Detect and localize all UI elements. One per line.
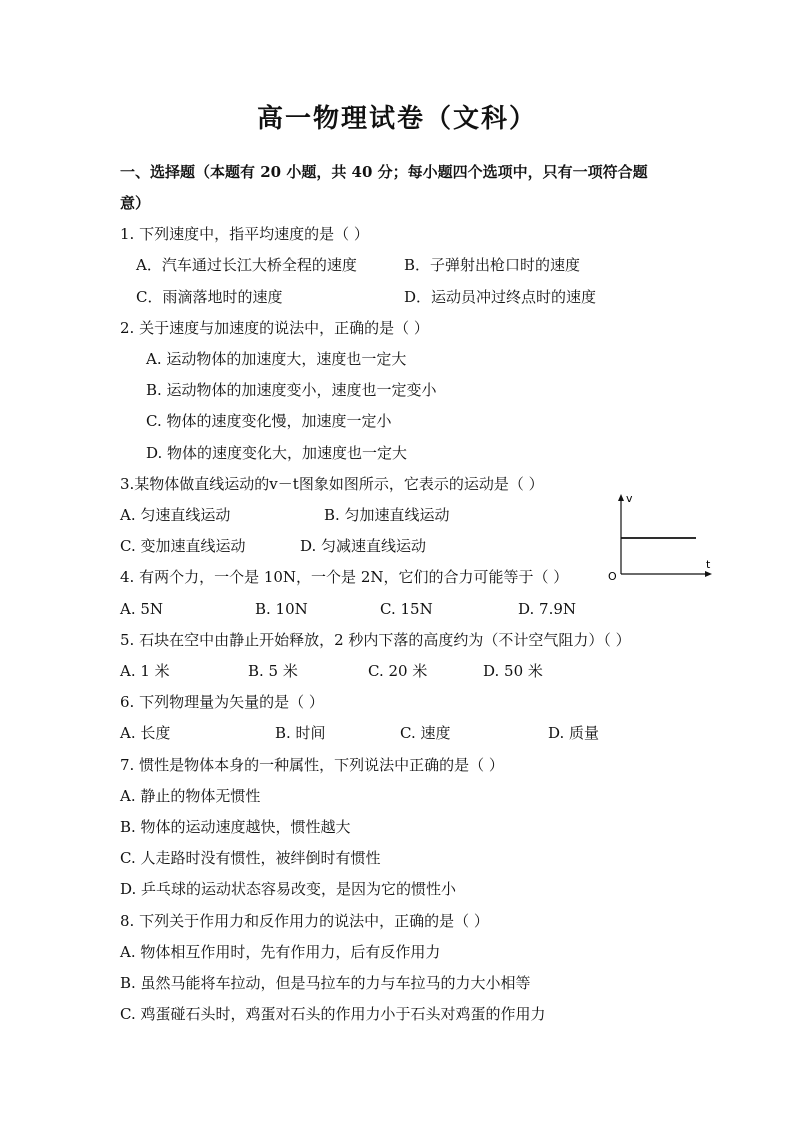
- question-4-option-b: B. 10N: [255, 600, 308, 618]
- section-heading: 一、选择题（本题有 20 小题，共 40 分；每小题四个选项中，只有一项符合题: [120, 163, 648, 181]
- question-2-option-b: B. 运动物体的加速度变小，速度也一定变小: [146, 381, 437, 399]
- question-8-option-a: A. 物体相互作用时，先有作用力，后有反作用力: [120, 943, 441, 961]
- vt-graph-y-label: v: [626, 492, 633, 505]
- question-4-option-a: A. 5N: [120, 600, 164, 618]
- question-4-option-d: D. 7.9N: [518, 600, 577, 618]
- question-6-option-d: D. 质量: [548, 724, 600, 742]
- question-2-option-c: C. 物体的速度变化慢，加速度一定小: [146, 412, 392, 430]
- question-7-option-d: D. 乒乓球的运动状态容易改变，是因为它的惯性小: [120, 880, 457, 898]
- question-8-option-b: B. 虽然马能将车拉动，但是马拉车的力与车拉马的力大小相等: [120, 974, 531, 992]
- question-7-stem: 7. 惯性是物体本身的一种属性，下列说法中正确的是（ ）: [120, 756, 504, 774]
- question-5-option-d: D. 50 米: [483, 662, 543, 680]
- question-8-option-c: C. 鸡蛋碰石头时，鸡蛋对石头的作用力小于石头对鸡蛋的作用力: [120, 1005, 546, 1023]
- question-2-stem: 2. 关于速度与加速度的说法中，正确的是（ ）: [120, 319, 429, 337]
- vt-graph: [604, 488, 719, 580]
- question-3-option-c: C. 变加速直线运动: [120, 537, 246, 555]
- vt-graph-x-arrow: [705, 571, 712, 577]
- question-5-option-a: A. 1 米: [120, 662, 170, 680]
- section-heading-cont: 意）: [120, 194, 151, 212]
- question-7-option-b: B. 物体的运动速度越快，惯性越大: [120, 818, 351, 836]
- page-title: 高一物理试卷（文科）: [256, 104, 537, 134]
- question-3-option-b: B. 匀加速直线运动: [324, 506, 450, 524]
- question-6-option-a: A. 长度: [120, 724, 171, 742]
- question-7-option-a: A. 静止的物体无惯性: [120, 787, 261, 805]
- vt-graph-origin-label: O: [608, 570, 617, 580]
- question-3-option-a: A. 匀速直线运动: [120, 506, 231, 524]
- question-6-option-b: B. 时间: [275, 724, 326, 742]
- question-6-option-c: C. 速度: [400, 724, 451, 742]
- question-4-option-c: C. 15N: [380, 600, 433, 618]
- vt-graph-y-arrow: [618, 494, 624, 501]
- question-1-option-a: A．汽车通过长江大桥全程的速度: [136, 256, 357, 274]
- question-3-stem: 3.某物体做直线运动的v－t图象如图所示，它表示的运动是（ ）: [120, 475, 544, 493]
- question-4-stem: 4. 有两个力，一个是 10N，一个是 2N，它们的合力可能等于（ ）: [120, 568, 569, 586]
- question-5-option-c: C. 20 米: [368, 662, 428, 680]
- question-1-option-d: D．运动员冲过终点时的速度: [404, 288, 597, 306]
- question-8-stem: 8. 下列关于作用力和反作用力的说法中，正确的是（ ）: [120, 912, 489, 930]
- question-1-stem: 1. 下列速度中，指平均速度的是（ ）: [120, 225, 369, 243]
- question-2-option-a: A. 运动物体的加速度大，速度也一定大: [146, 350, 407, 368]
- question-1-option-b: B．子弹射出枪口时的速度: [404, 256, 581, 274]
- question-6-stem: 6. 下列物理量为矢量的是（ ）: [120, 693, 324, 711]
- question-7-option-c: C. 人走路时没有惯性，被绊倒时有惯性: [120, 849, 381, 867]
- question-1-option-c: C．雨滴落地时的速度: [136, 288, 283, 306]
- question-2-option-d: D. 物体的速度变化大，加速度也一定大: [146, 444, 408, 462]
- question-5-option-b: B. 5 米: [248, 662, 298, 680]
- question-3-option-d: D. 匀减速直线运动: [300, 537, 427, 555]
- vt-graph-x-label: t: [706, 558, 711, 571]
- question-5-stem: 5. 石块在空中由静止开始释放，2 秒内下落的高度约为（不计空气阻力）（ ）: [120, 631, 631, 649]
